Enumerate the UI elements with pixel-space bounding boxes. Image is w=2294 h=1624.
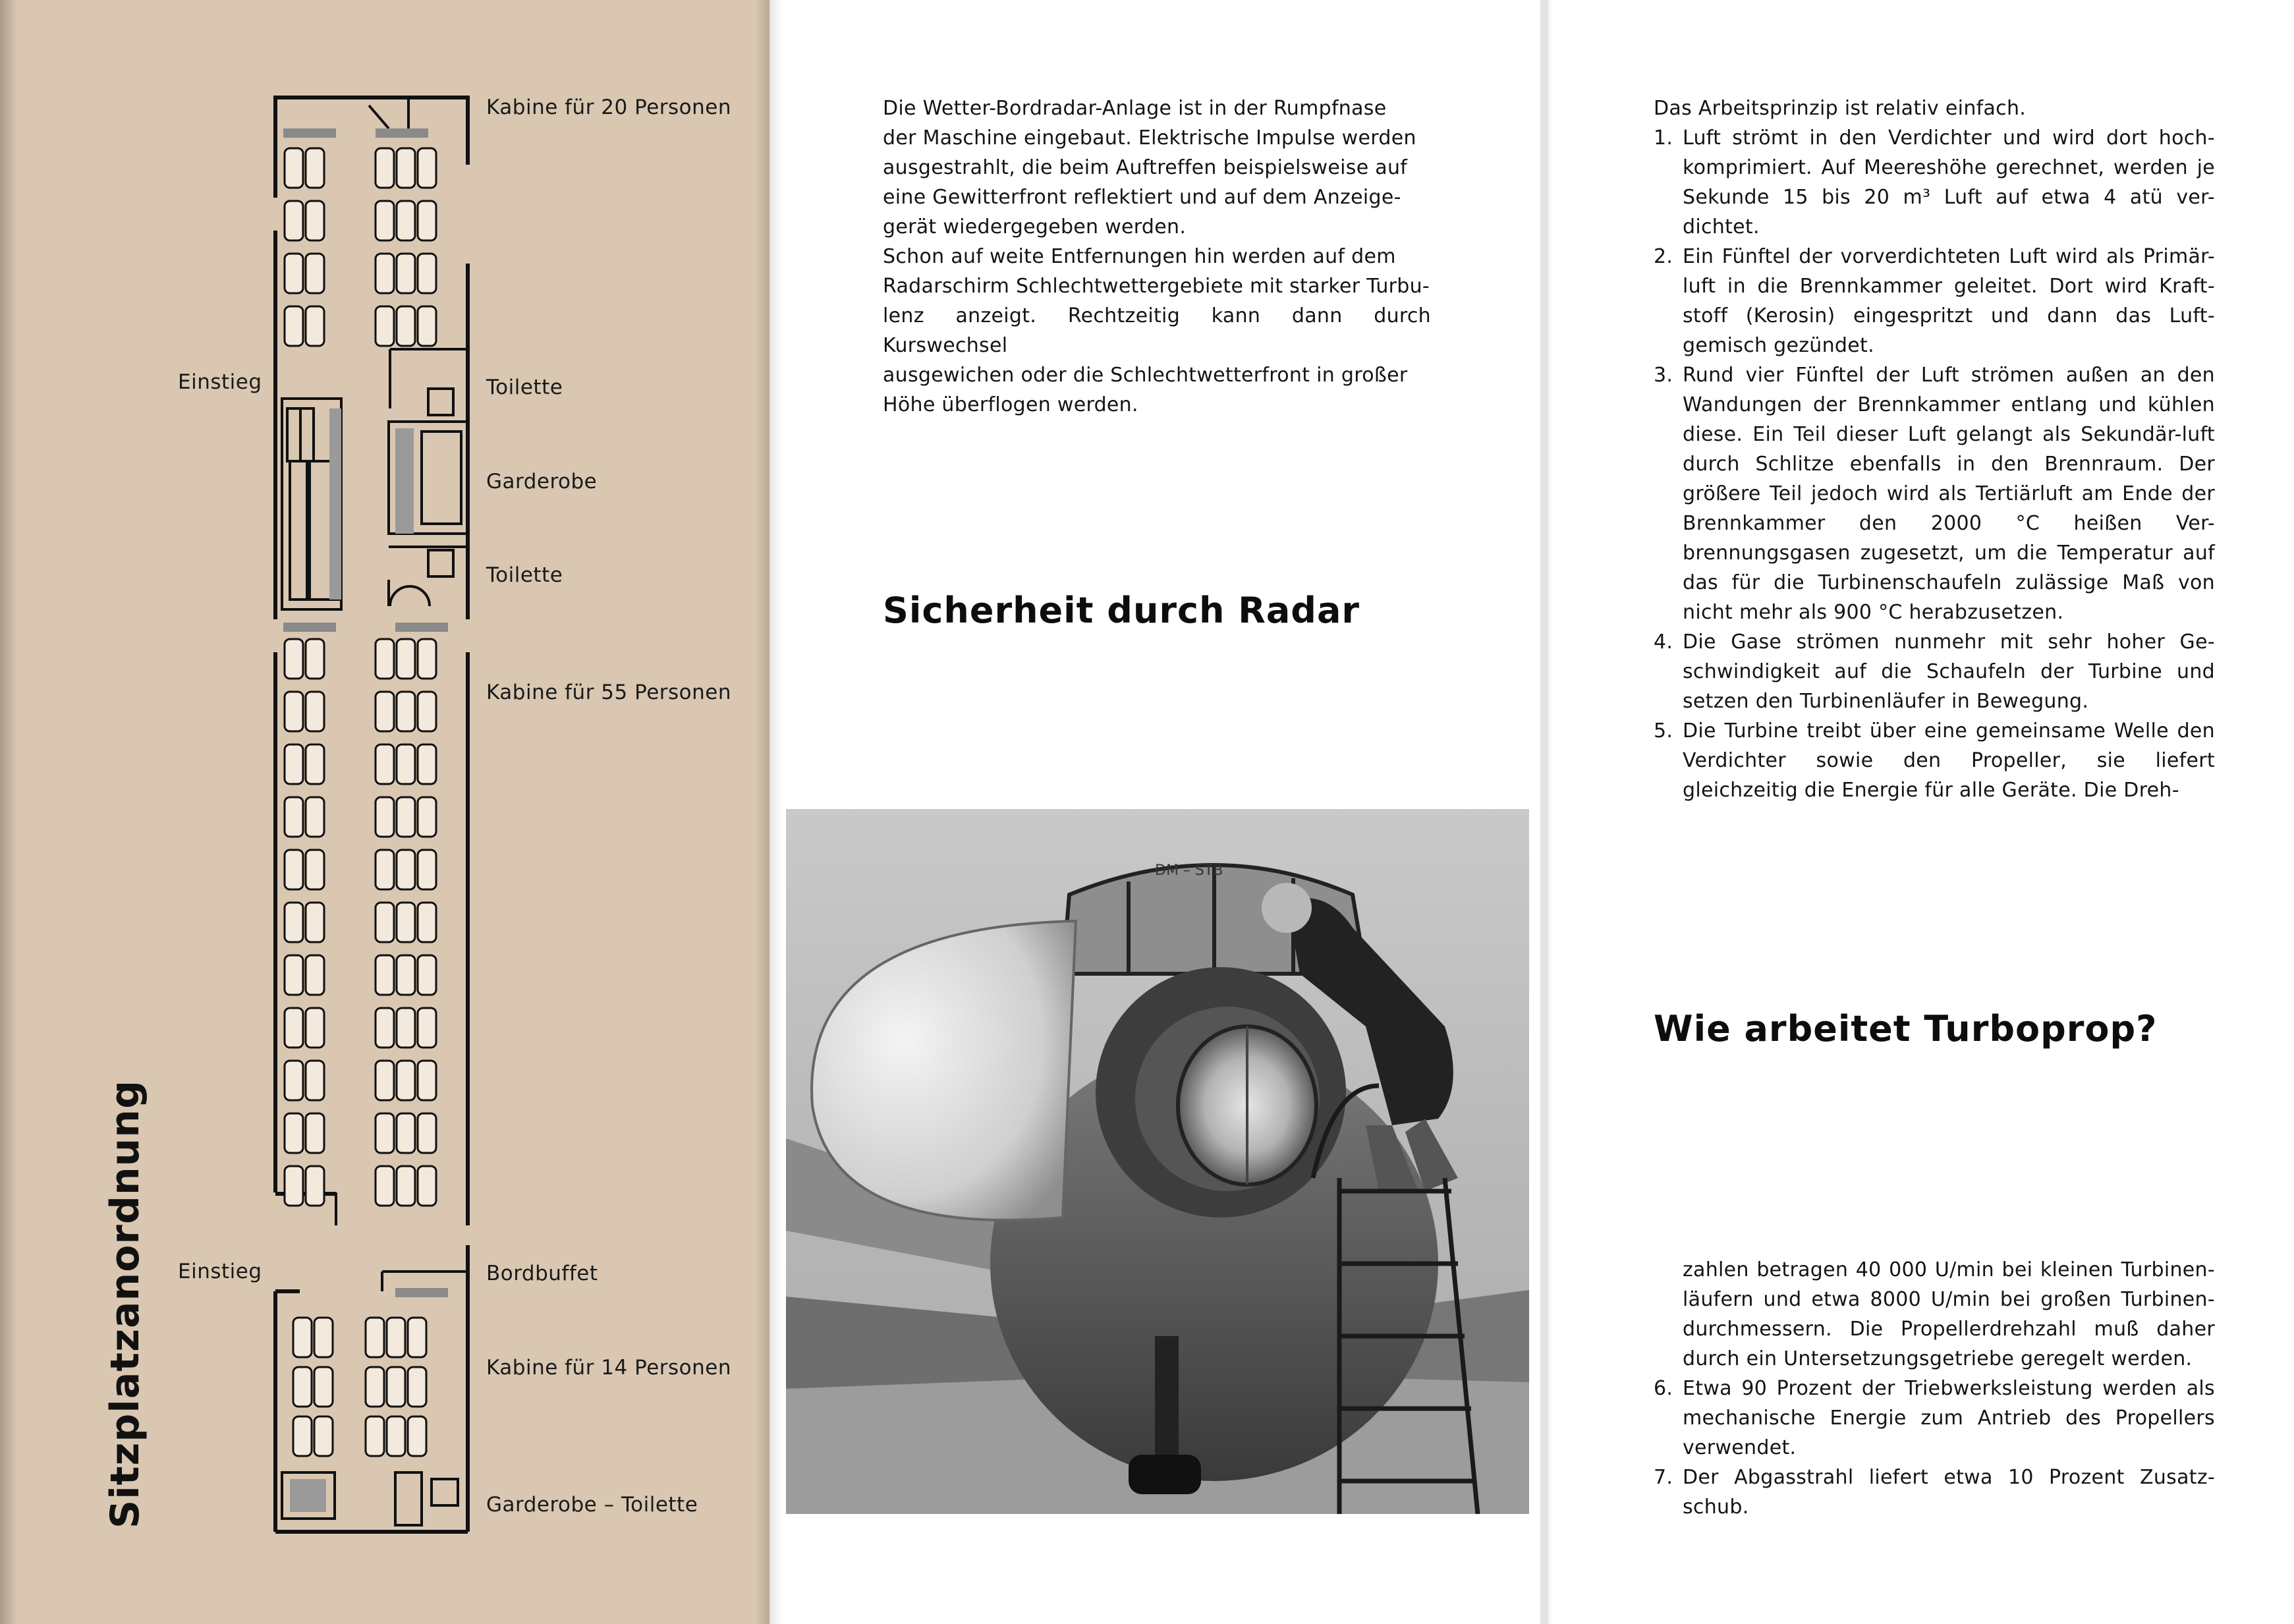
- seat: [306, 254, 324, 293]
- seat: [366, 1367, 384, 1407]
- seat: [293, 1367, 312, 1407]
- seat: [376, 744, 394, 784]
- label-entry-1: Einstieg: [178, 370, 262, 394]
- seat: [306, 797, 324, 837]
- seat: [285, 1008, 303, 1048]
- seat: [376, 903, 394, 942]
- label-cabin-20: Kabine für 20 Personen: [486, 96, 731, 119]
- seat: [397, 639, 415, 679]
- seat: [418, 1061, 436, 1100]
- seat: [306, 1008, 324, 1048]
- step-number: 7.: [1654, 1466, 1673, 1489]
- step-number: 6.: [1654, 1377, 1673, 1400]
- step-number: 1.: [1654, 126, 1673, 150]
- seat: [397, 955, 415, 995]
- step-text: Ein Fünftel der vorverdichteten Luft wird als Primär-luft in die Brennkammer geleitet. Dort wird Kraft-stoff (Kerosin) eingespritzt und dann das Luft-gemisch gezündet.: [1683, 245, 2215, 357]
- seat: [418, 692, 436, 731]
- seat: [285, 797, 303, 837]
- seat: [418, 306, 436, 346]
- seat: [397, 306, 415, 346]
- label-toilet-1: Toilette: [486, 376, 563, 399]
- seat: [418, 1008, 436, 1048]
- seat: [376, 850, 394, 889]
- seat: [408, 1416, 426, 1456]
- radar-line: der Maschine eingebaut. Elektrische Impulse werden: [883, 126, 1416, 150]
- step-item: [1654, 627, 2215, 716]
- step-text: Die Gase strömen nunmehr mit sehr hoher Ge-schwindigkeit auf die Schaufeln der Turbine und setzen den Turbinenläufer in Bewegung.: [1683, 630, 2215, 713]
- step-text: Der Abgasstrahl liefert etwa 10 Prozent Zusatz-schub.: [1683, 1466, 2215, 1519]
- seat: [366, 1318, 384, 1357]
- seat: [397, 1166, 415, 1206]
- seat: [306, 955, 324, 995]
- radar-line: Radarschirm Schlechtwettergebiete mit starker Turbu-: [883, 275, 1430, 298]
- seat: [376, 692, 394, 731]
- seat: [397, 1113, 415, 1153]
- turboprop-panel: [1540, 0, 2294, 1624]
- seat: [418, 201, 436, 240]
- step-number: 4.: [1654, 630, 1673, 654]
- seat: [376, 955, 394, 995]
- seat: [285, 1113, 303, 1153]
- seat: [408, 1367, 426, 1407]
- seating-title: Sitzplatzanordnung: [102, 1079, 148, 1528]
- seat: [285, 744, 303, 784]
- seat: [397, 201, 415, 240]
- seat: [306, 744, 324, 784]
- step-text: Etwa 90 Prozent der Triebwerksleistung werden als mechanische Energie zum Antrieb des Propellers verwendet.: [1683, 1377, 2215, 1459]
- seat-plan-diagram: [264, 92, 481, 1542]
- radar-line: eine Gewitterfront reflektiert und auf dem Anzeige-: [883, 186, 1401, 209]
- seat: [376, 1008, 394, 1048]
- step-item: [1654, 123, 2215, 242]
- seat: [397, 797, 415, 837]
- seat: [285, 903, 303, 942]
- step-item: [1654, 360, 2215, 627]
- step-item: [1654, 1374, 2215, 1463]
- turboprop-continuation: [1654, 1255, 2215, 1522]
- radar-heading: Sicherheit durch Radar: [883, 590, 1360, 631]
- seat: [285, 1061, 303, 1100]
- seat: [387, 1416, 405, 1456]
- seat: [306, 1166, 324, 1206]
- seat: [397, 1061, 415, 1100]
- radar-line: Schon auf weite Entfernungen hin werden auf dem: [883, 245, 1396, 268]
- seat: [314, 1416, 333, 1456]
- seat: [418, 797, 436, 837]
- step-number: 3.: [1654, 364, 1673, 387]
- seat: [306, 903, 324, 942]
- seat: [306, 1113, 324, 1153]
- seat: [306, 1061, 324, 1100]
- seat: [314, 1367, 333, 1407]
- radar-line: lenz anzeigt. Rechtzeitig kann dann durch Kurswechsel: [883, 304, 1431, 357]
- seat: [285, 850, 303, 889]
- seat: [376, 254, 394, 293]
- label-cabin-55: Kabine für 55 Personen: [486, 681, 731, 704]
- radar-line: ausgestrahlt, die beim Auftreffen beispielsweise auf: [883, 156, 1408, 179]
- seat: [418, 1166, 436, 1206]
- seat: [376, 201, 394, 240]
- seat: [376, 797, 394, 837]
- seat: [387, 1318, 405, 1357]
- seat: [285, 254, 303, 293]
- seat: [387, 1367, 405, 1407]
- step-number: 5.: [1654, 719, 1673, 742]
- photo-registration: DM – STB: [1155, 862, 1223, 879]
- seat: [285, 306, 303, 346]
- seat: [418, 955, 436, 995]
- radar-line: ausgewichen oder die Schlechtwetterfront in großer: [883, 364, 1408, 387]
- seat: [418, 850, 436, 889]
- seat: [376, 1113, 394, 1153]
- turboprop-heading: Wie arbeitet Turboprop?: [1654, 1008, 2158, 1050]
- seat: [397, 148, 415, 188]
- step-item: [1654, 1463, 2215, 1522]
- seat: [293, 1416, 312, 1456]
- seat: [376, 1166, 394, 1206]
- label-buffet: Bordbuffet: [486, 1262, 598, 1285]
- continuation-text: zahlen betragen 40 000 U/min bei kleinen Turbinen-läufern und etwa 8000 U/min bei großen Turbinen-durchmessern. Die Propellerdrehzahl muß daher durch ein Untersetzungsgetriebe geregelt werden.: [1683, 1258, 2215, 1370]
- step-item: [1654, 716, 2215, 805]
- seat: [293, 1318, 312, 1357]
- seat: [285, 1166, 303, 1206]
- seat: [376, 639, 394, 679]
- step-text: Luft strömt in den Verdichter und wird dort hoch-komprimiert. Auf Meereshöhe gerechnet, werden je Sekunde 15 bis 20 m³ Luft auf etwa 4 atü ver-dichtet.: [1683, 126, 2215, 238]
- radar-photo: [786, 809, 1529, 1514]
- seat: [285, 639, 303, 679]
- seat: [314, 1318, 333, 1357]
- seat: [306, 306, 324, 346]
- seat: [418, 639, 436, 679]
- radar-line: Die Wetter-Bordradar-Anlage ist in der Rumpfnase: [883, 97, 1387, 120]
- radar-text: [883, 94, 1431, 420]
- seat: [366, 1416, 384, 1456]
- seat: [306, 692, 324, 731]
- seat: [285, 955, 303, 995]
- seat: [397, 254, 415, 293]
- label-wardrobe-toilet: Garderobe – Toilette: [486, 1493, 698, 1517]
- label-wardrobe: Garderobe: [486, 470, 598, 493]
- radar-panel: [769, 0, 1540, 1624]
- step-text: Die Turbine treibt über eine gemeinsame Welle den Verdichter sowie den Propeller, sie liefert gleichzeitig die Energie für alle Geräte. Die Dreh-: [1683, 719, 2215, 802]
- radar-line: gerät wiedergegeben werden.: [883, 215, 1187, 238]
- seat: [397, 744, 415, 784]
- step-number: 2.: [1654, 245, 1673, 268]
- seat: [376, 306, 394, 346]
- seat: [397, 850, 415, 889]
- label-cabin-14: Kabine für 14 Personen: [486, 1356, 731, 1380]
- label-entry-2: Einstieg: [178, 1260, 262, 1283]
- step-item: [1654, 242, 2215, 360]
- seating-panel: [0, 0, 769, 1624]
- seat: [418, 148, 436, 188]
- turboprop-text: [1654, 94, 2215, 805]
- seat: [408, 1318, 426, 1357]
- seat: [376, 148, 394, 188]
- seat: [418, 1113, 436, 1153]
- seat: [418, 903, 436, 942]
- seat: [285, 201, 303, 240]
- turboprop-intro: Das Arbeitsprinzip ist relativ einfach.: [1654, 97, 2027, 120]
- seat: [397, 692, 415, 731]
- seat: [285, 148, 303, 188]
- seat: [306, 850, 324, 889]
- radar-line: Höhe überflogen werden.: [883, 393, 1138, 416]
- seat: [397, 1008, 415, 1048]
- step-text: Rund vier Fünftel der Luft strömen außen an den Wandungen der Brennkammer entlang und kühlen diese. Ein Teil dieser Luft gelangt als Sekundär-luft durch Schlitze ebenfalls in den Brennraum. Der größere Teil jedoch wird als Tertiärluft am Ende der Brennkammer den 2000 °C heißen Ver-brennungsgasen zugesetzt, um die Temperatur auf das für die Turbinenschaufeln zulässige Maß von nicht mehr als 900 °C herabzusetzen.: [1683, 364, 2215, 624]
- label-toilet-2: Toilette: [486, 563, 563, 587]
- seat: [306, 201, 324, 240]
- seat: [285, 692, 303, 731]
- seat: [376, 1061, 394, 1100]
- seat: [306, 639, 324, 679]
- seat: [418, 744, 436, 784]
- seat: [418, 254, 436, 293]
- seat: [306, 148, 324, 188]
- seat: [397, 903, 415, 942]
